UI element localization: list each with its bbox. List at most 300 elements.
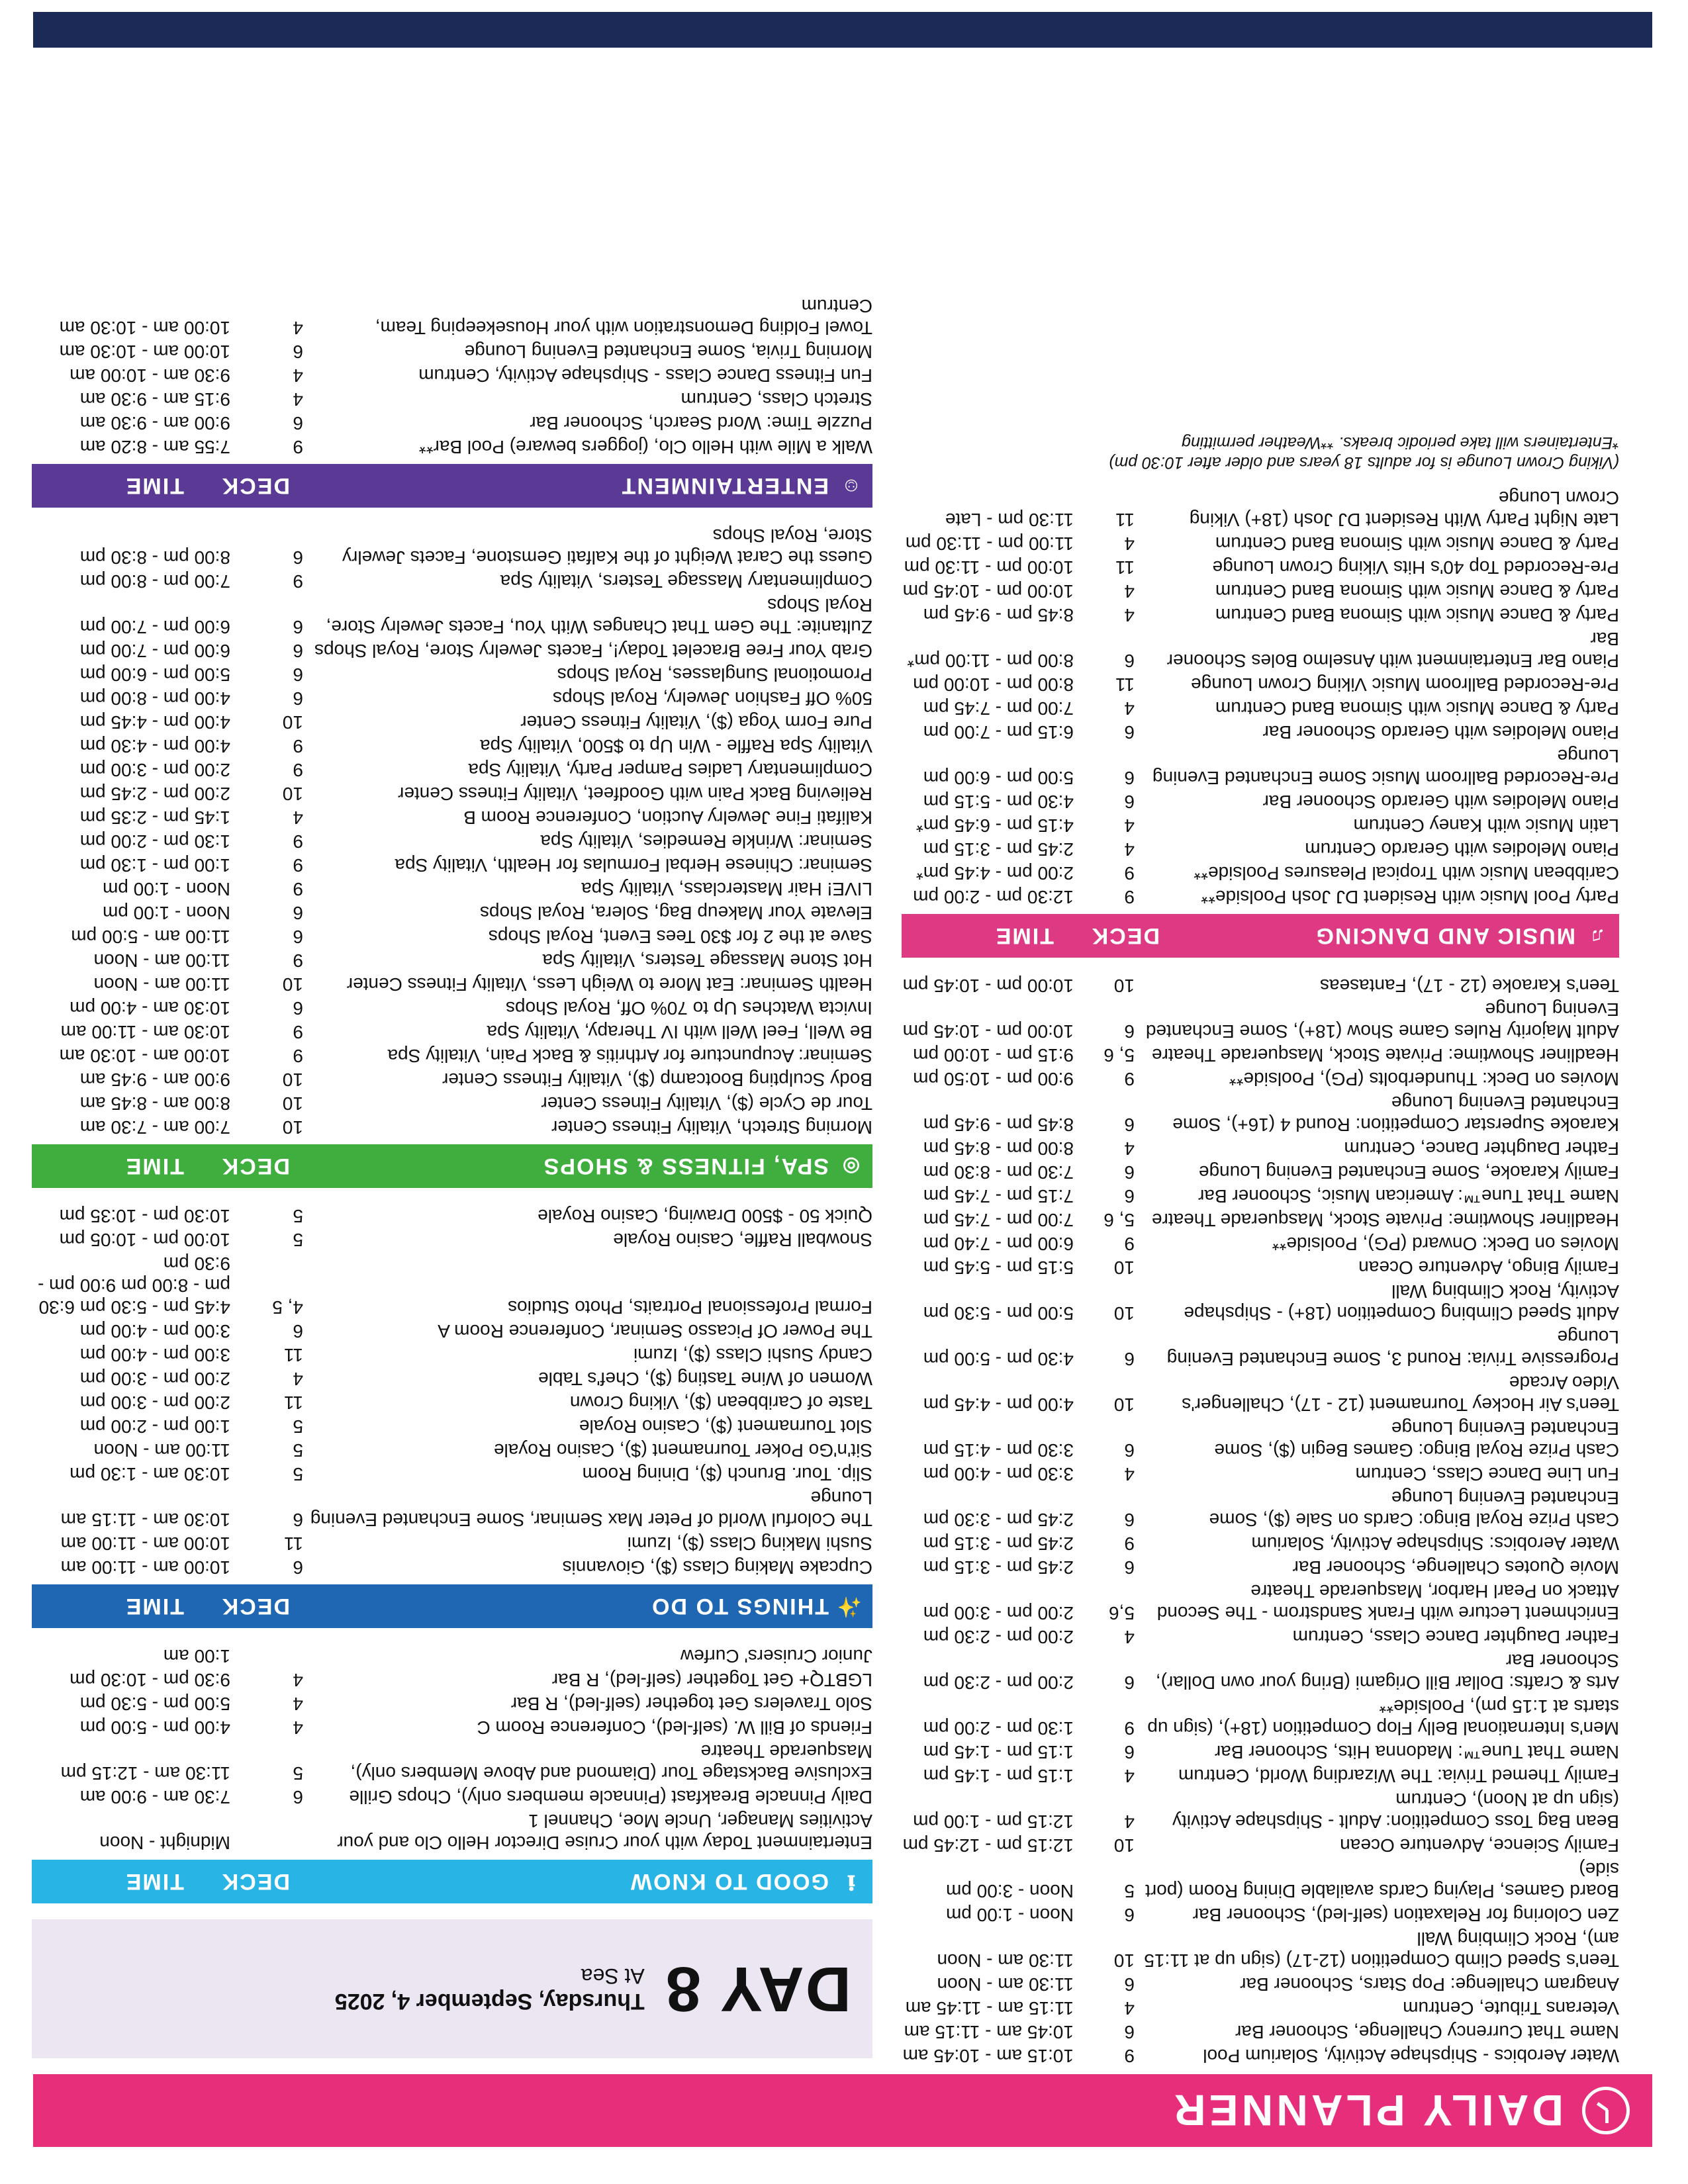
event-deck: 5,6 xyxy=(1109,1603,1135,1623)
event-time: Noon - 1:00 pm xyxy=(103,903,230,923)
event-time: 10:00 am - 10:30 am xyxy=(59,1046,230,1066)
event-deck: 6 xyxy=(293,688,303,709)
event-time: 9:30 am - 10:00 am xyxy=(70,365,230,386)
event-deck: 4 xyxy=(1124,839,1135,860)
event-row xyxy=(32,758,872,782)
event-row xyxy=(902,720,1619,744)
event-row xyxy=(902,1764,1619,1788)
section-music-and-dancing xyxy=(902,486,1619,958)
sparkle-icon: ✨ xyxy=(835,1596,862,1617)
event-name: Pre-Recorded Ballroom Music Viking Crown Lounge xyxy=(1191,674,1619,695)
event-row xyxy=(902,1972,1619,1996)
event-time: 11:30 am - 12:15 pm xyxy=(60,1763,230,1784)
event-time: 10:00 pm - 10:05 pm xyxy=(59,1230,230,1250)
event-time: 8:45 pm - 9:45 pm xyxy=(923,605,1074,625)
event-time: 11:00 am - 5:00 pm xyxy=(71,927,230,947)
event-deck: 4 xyxy=(293,318,303,338)
event-row xyxy=(902,1184,1619,1208)
event-row xyxy=(32,710,872,734)
event-time: 9:30 pm - 10:30 pm xyxy=(70,1670,230,1690)
event-time: 12:30 pm - 2:00 pm xyxy=(913,887,1074,907)
event-deck: 6 xyxy=(1124,1186,1135,1206)
event-row xyxy=(902,1416,1619,1462)
event-name: Candy Sushi Class ($), Izumi xyxy=(633,1345,872,1365)
event-time: 5:00 pm - 6:00 pm xyxy=(79,664,230,685)
footnotes xyxy=(902,433,1619,473)
event-row xyxy=(902,1232,1619,1255)
event-time: Noon - 1:00 pm xyxy=(103,879,230,899)
section-title: SPA, FITNESS & SHOPS xyxy=(542,1154,829,1179)
event-deck: 9 xyxy=(293,1046,303,1066)
event-time: 6:00 pm - 7:40 pm xyxy=(923,1234,1074,1254)
event-time: 10:30 am - 4:00 pm xyxy=(70,998,230,1019)
event-deck: 5 xyxy=(293,1464,303,1484)
event-deck: 11 xyxy=(1115,510,1135,530)
event-row xyxy=(32,805,872,829)
event-time: 2:00 pm - 4:45 pm* xyxy=(915,863,1074,884)
event-time: 3:00 pm - 4:00 pm xyxy=(79,1321,230,1342)
event-deck: 6 xyxy=(1124,2022,1135,2042)
event-deck: 9 xyxy=(293,855,303,876)
event-time: 7:15 pm - 7:45 pm xyxy=(923,1186,1074,1206)
event-time: 8:00 pm - 10:00 pm xyxy=(913,674,1074,695)
event-deck: 11 xyxy=(1115,674,1135,695)
event-row xyxy=(902,1833,1619,1857)
event-name: Seminar: Chinese Herbal Formulas for Health, Vitality Spa xyxy=(395,855,872,876)
event-row xyxy=(902,1279,1619,1325)
event-name: Headliner Showtime: Private Stock, Masquerade Theatre xyxy=(1151,1045,1619,1066)
event-row xyxy=(32,686,872,710)
event-deck: 4 xyxy=(1124,1766,1135,1786)
event-time: 9:00 am - 9:45 am xyxy=(79,1069,230,1090)
event-name: Seminar: Acupuncture for Arthritis & Back Pain, Vitality Spa xyxy=(387,1046,872,1066)
footer-bar xyxy=(33,12,1652,48)
page-title: DAILY PLANNER xyxy=(1170,2086,1564,2135)
event-deck: 6 xyxy=(293,1510,303,1530)
event-time: 4:15 pm - 6:45 pm* xyxy=(915,815,1074,836)
event-row xyxy=(902,1740,1619,1764)
event-time: 8:00 pm - 11:00 pm* xyxy=(907,651,1074,671)
event-name: Father Daughter Dance, Centrum xyxy=(1344,1138,1619,1159)
event-row xyxy=(902,1091,1619,1136)
event-row xyxy=(902,1788,1619,1833)
event-row xyxy=(902,1208,1619,1232)
event-name: Sushi Making Class ($), Izumi xyxy=(627,1533,872,1554)
event-row xyxy=(902,974,1619,997)
event-name: Women of Wine Tasting ($), Chef's Table xyxy=(538,1369,872,1389)
event-row xyxy=(32,1068,872,1091)
event-name: Veterans Tribute, Centrum xyxy=(1403,1998,1619,2019)
event-name: Towel Folding Demonstration with your Housekeeping Team, Centrum xyxy=(375,296,872,338)
event-name: Father Daughter Dance Class, Centrum xyxy=(1292,1627,1619,1647)
section-entertainment xyxy=(32,294,872,508)
event-time: 1:00 am xyxy=(163,1646,230,1666)
event-row xyxy=(902,1067,1619,1091)
event-time: 4:00 pm - 4:45 pm xyxy=(79,712,230,733)
event-row xyxy=(902,531,1619,555)
event-deck: 9 xyxy=(293,571,303,592)
day-box xyxy=(32,1919,872,2058)
event-time: 9:15 am - 9:30 am xyxy=(79,389,230,410)
event-row xyxy=(32,853,872,877)
event-name: Family Karaoke, Some Enchanted Evening Lounge xyxy=(1198,1162,1619,1183)
event-time: 2:00 pm - 3:00 pm xyxy=(923,1603,1074,1623)
event-deck: 10 xyxy=(282,1093,303,1114)
event-deck: 6 xyxy=(293,641,303,661)
event-time: 5:00 pm - 6:00 pm xyxy=(923,768,1074,788)
deck-column-label: DECK xyxy=(220,1594,290,1619)
event-row xyxy=(902,1531,1619,1555)
event-deck: 6 xyxy=(293,341,303,362)
event-deck: 9 xyxy=(293,831,303,852)
event-deck: 4 xyxy=(1124,1627,1135,1647)
event-deck: 10 xyxy=(282,1117,303,1138)
event-time: 10:45 am - 11:15 am xyxy=(904,2022,1074,2042)
event-row xyxy=(902,1160,1619,1184)
event-name: Board Games, Playing Cards available Dining Room (port side) xyxy=(1145,1859,1619,1901)
event-row xyxy=(32,829,872,853)
event-row xyxy=(902,813,1619,837)
event-deck: 6 xyxy=(1124,1440,1135,1461)
event-deck: 6 xyxy=(293,998,303,1019)
event-name: Name That Tune™: American Music, Schooner Bar xyxy=(1198,1186,1619,1206)
event-deck: 4 xyxy=(1124,1811,1135,1832)
event-time: 2:45 pm - 3:15 pm xyxy=(923,839,1074,860)
event-row xyxy=(902,1903,1619,1927)
event-deck: 4 xyxy=(1124,1138,1135,1159)
event-row xyxy=(32,1020,872,1044)
event-name: Stretch Class, Centrum xyxy=(680,389,872,410)
event-deck: 11 xyxy=(1115,557,1135,578)
event-name: Relieving Back Pain with Goodfeet, Vitality Fitness Center xyxy=(398,784,872,804)
event-name: The Colorful World of Peter Max Seminar, Some Enchanted Evening Lounge xyxy=(310,1488,872,1530)
event-name: Karaoke Superstar Competition: Round 4 (16+), Some Enchanted Evening Lounge xyxy=(1172,1093,1619,1135)
event-time: 2:00 pm - 3:00 pm xyxy=(79,1392,230,1413)
event-row xyxy=(32,639,872,662)
event-row xyxy=(902,2044,1619,2068)
event-time: 10:00 pm - 10:45 pm xyxy=(902,581,1074,602)
event-name: Family Themed Trivia: The Wizarding World, Centrum xyxy=(1178,1766,1619,1786)
event-name: Friends of Bill W. (self-led), Conference Room C xyxy=(477,1717,872,1738)
event-row xyxy=(32,734,872,758)
event-time: 11:30 am - Noon xyxy=(937,1974,1074,1995)
event-row xyxy=(902,1927,1619,1972)
event-deck: 6 xyxy=(1124,1115,1135,1135)
event-row xyxy=(32,1555,872,1579)
event-name: Enrichment Lecture with Frank Sandstrom - The Second Attack on Pearl Harbor, Masquerade Theatre xyxy=(1156,1581,1619,1623)
event-time: 5:15 pm - 5:45 pm xyxy=(923,1257,1074,1278)
event-deck: 5, 6 xyxy=(1103,1210,1135,1230)
event-name: Slip. Tour. Brunch ($), Dining Room xyxy=(582,1464,872,1484)
event-row xyxy=(902,1325,1619,1371)
event-deck: 5 xyxy=(1124,1881,1135,1901)
event-time: 1:00 pm - 1:30 pm xyxy=(79,855,230,876)
event-time: 11:00 pm - 11:30 pm xyxy=(905,533,1074,554)
event-deck: 5 xyxy=(293,1230,303,1250)
event-name: Solo Travelers Get together (self-led), R Bar xyxy=(510,1694,872,1714)
event-row xyxy=(32,435,872,459)
event-time: 11:00 am - Noon xyxy=(93,974,230,995)
event-name: Formal Professional Portraits, Photo Studios xyxy=(508,1297,872,1318)
event-row xyxy=(902,1649,1619,1694)
event-name: Junior Cruisers' Curfew xyxy=(680,1646,872,1666)
event-time: Midnight - Noon xyxy=(99,1833,230,1853)
event-row xyxy=(32,411,872,435)
event-time: 2:45 pm - 3:15 pm xyxy=(923,1557,1074,1578)
event-time: 6:15 pm - 7:00 pm xyxy=(923,722,1074,743)
event-name: Slot Tournament ($), Casino Royale xyxy=(579,1416,872,1437)
event-time: 5:00 pm - 5:30 pm xyxy=(79,1694,230,1714)
event-name: Adult Speed Climbing Competition (18+) - Shipshape Activity, Rock Climbing Wall xyxy=(1184,1281,1619,1324)
event-time: 3:30 pm - 4:00 pm xyxy=(923,1464,1074,1484)
event-deck: 6 xyxy=(293,927,303,947)
event-deck: 10 xyxy=(282,784,303,804)
event-row xyxy=(902,486,1619,531)
event-time: 1:15 pm - 1:45 pm xyxy=(923,1766,1074,1786)
event-name: Quick 50 - $500 Drawing, Casino Royale xyxy=(538,1206,872,1226)
event-deck: 10 xyxy=(1113,1950,1135,1971)
event-name: Complimentary Massage Testers, Vitality Spa xyxy=(500,571,872,592)
event-deck: 11 xyxy=(283,1533,303,1554)
event-name: Pre-Recorded Top 40's Hits Viking Crown Lounge xyxy=(1212,557,1619,578)
event-deck: 9 xyxy=(1124,1234,1135,1254)
event-row xyxy=(32,1739,872,1785)
event-time: 4:00 pm - 8:00 pm xyxy=(79,688,230,709)
event-time: 1:30 pm - 2:00 pm xyxy=(79,831,230,852)
day-status: At Sea xyxy=(581,1964,645,1988)
event-deck: 10 xyxy=(1113,1257,1135,1278)
event-row xyxy=(902,1625,1619,1649)
event-name: Cash Prize Royal Bingo: Games Begin ($), Some Enchanted Evening Lounge xyxy=(1214,1418,1619,1461)
event-deck: 11 xyxy=(283,1345,303,1365)
event-deck: 6 xyxy=(1124,1349,1135,1369)
event-time: 1:15 pm - 1:45 pm xyxy=(923,1742,1074,1762)
time-column-label: TIME xyxy=(124,1154,184,1179)
event-time: 8:00 pm - 8:45 pm xyxy=(923,1138,1074,1159)
event-name: Party & Dance Music with Simona Band Centrum xyxy=(1215,533,1619,554)
event-name: Anagram Challenge: Pop Stars, Schooner Bar xyxy=(1240,1974,1619,1995)
event-deck: 6 xyxy=(293,617,303,637)
event-time: 1:00 pm - 2:00 pm xyxy=(79,1416,230,1437)
section-title: MUSIC AND DANCING xyxy=(1315,923,1575,949)
event-deck: 4 xyxy=(293,389,303,410)
event-name: Body Sculpting Bootcamp ($), Vitality Fitness Center xyxy=(442,1069,872,1090)
event-deck: 9 xyxy=(1124,2046,1135,2066)
event-time: 11:00 am - Noon xyxy=(93,1440,230,1461)
event-row xyxy=(32,1715,872,1739)
event-time: 4:30 pm - 5:00 pm xyxy=(923,1349,1074,1369)
event-deck: 4 xyxy=(293,1694,303,1714)
event-time: 3:00 pm - 4:00 pm xyxy=(79,1345,230,1365)
event-deck: 10 xyxy=(1113,976,1135,996)
event-row xyxy=(902,1462,1619,1486)
event-row xyxy=(902,696,1619,720)
event-row xyxy=(32,340,872,363)
event-row xyxy=(32,1692,872,1715)
event-name: Zen Coloring for Relaxation (self-led), Schooner Bar xyxy=(1192,1905,1619,1925)
event-name: Save at the 2 for $30 Tees Event, Royal Shops xyxy=(488,927,872,947)
event-time: 11:00 am - Noon xyxy=(93,950,230,971)
event-deck: 4 xyxy=(293,365,303,386)
spa-icon: ◎ xyxy=(841,1156,861,1177)
event-row xyxy=(32,662,872,686)
event-row xyxy=(902,603,1619,627)
event-deck: 9 xyxy=(293,879,303,899)
event-time: 2:45 pm - 3:15 pm xyxy=(923,1533,1074,1554)
event-row xyxy=(902,790,1619,813)
event-name: Water Aerobics: Shipshape Activity, Solarium xyxy=(1251,1533,1619,1554)
event-row xyxy=(902,2020,1619,2044)
event-time: 12:15 pm - 1:00 pm xyxy=(913,1811,1074,1832)
event-row xyxy=(902,555,1619,579)
event-deck: 10 xyxy=(1113,1394,1135,1415)
event-deck: 9 xyxy=(1124,863,1135,884)
event-time: 10:00 am - 10:30 am xyxy=(59,318,230,338)
event-name: Party & Dance Music with Simona Band Centrum xyxy=(1215,605,1619,625)
event-time: 4:30 pm - 5:15 pm xyxy=(923,792,1074,812)
section-good-to-know xyxy=(32,1644,872,1903)
event-name: Be Well, Feel Well with IV Therapy, Vitality Spa xyxy=(487,1022,872,1042)
event-name: Health Seminar: Eat More to Weigh Less, Vitality Fitness Center xyxy=(346,974,872,995)
event-deck: 4 xyxy=(293,1369,303,1389)
event-time: 4:00 pm - 5:00 pm xyxy=(79,1717,230,1738)
event-name: Teen's Air Hockey Tournament (12 - 17), Challenger's Video Arcade xyxy=(1182,1373,1619,1415)
event-deck: 6 xyxy=(1124,792,1135,812)
event-deck: 6 xyxy=(1124,1021,1135,1042)
event-deck: 6 xyxy=(1124,1510,1135,1530)
event-deck: 4 xyxy=(1124,815,1135,836)
event-deck: 9 xyxy=(293,950,303,971)
event-name: 50% Off Fashion Jewelry, Royal Shops xyxy=(553,688,872,709)
event-time: 10:30 am - 11:00 am xyxy=(60,1022,230,1042)
event-row xyxy=(32,782,872,805)
event-deck: 4, 5 xyxy=(272,1297,303,1318)
event-deck: 9 xyxy=(1124,1533,1135,1554)
event-row xyxy=(32,901,872,925)
event-row xyxy=(902,861,1619,885)
event-row xyxy=(32,1367,872,1390)
event-deck: 9 xyxy=(293,1022,303,1042)
event-time: 8:45 pm - 9:45 pm xyxy=(923,1115,1074,1135)
event-row xyxy=(32,1115,872,1139)
event-row xyxy=(902,627,1619,672)
event-name: Piano Melodies with Gerardo Schooner Bar xyxy=(1262,792,1619,812)
event-name: Morning Stretch, Vitality Fitness Center xyxy=(551,1117,872,1138)
event-name: LIVE! Hair Masterclass, Vitality Spa xyxy=(581,879,872,899)
event-time: 7:00 pm - 7:45 pm xyxy=(923,698,1074,719)
info-icon: ℹ xyxy=(846,1871,855,1893)
event-row xyxy=(32,1228,872,1251)
event-name: Walk a Mile with Hello Clo, (joggers beware) Pool Bar** xyxy=(418,437,872,457)
event-name: Pre-Recorded Ballroom Music Some Enchanted Evening Lounge xyxy=(1152,746,1619,788)
event-row xyxy=(902,1043,1619,1067)
event-row xyxy=(902,1255,1619,1279)
event-name: Seminar: Wrinkle Remedies, Vitality Spa xyxy=(540,831,872,852)
event-row xyxy=(902,1371,1619,1416)
event-row xyxy=(32,1438,872,1462)
event-time: 8:00 pm - 8:30 pm xyxy=(79,547,230,568)
footnote-entertainers: *Entertainers will take periodic breaks. **Weather permitting xyxy=(1182,433,1619,452)
event-time: 1:30 pm - 2:00 pm xyxy=(923,1718,1074,1739)
event-row xyxy=(902,885,1619,909)
event-name: Teen's Speed Climb Competition (12-17) (sign up at 11:15 am), Rock Climbing Wall xyxy=(1144,1929,1619,1971)
event-time: 11:15 am - 11:45 am xyxy=(905,1998,1074,2019)
section-activities-continued xyxy=(902,974,1619,2068)
event-deck: 4 xyxy=(293,1670,303,1690)
event-name: Tour de Cycle ($), Vitality Fitness Center xyxy=(541,1093,872,1114)
event-name: Progressive Trivia: Round 3, Some Enchanted Evening Lounge xyxy=(1166,1327,1619,1369)
event-name: Family Bingo, Adventure Ocean xyxy=(1358,1257,1619,1278)
event-time: 2:00 pm - 2:30 pm xyxy=(923,1627,1074,1647)
event-time: Noon - 3:00 pm xyxy=(946,1881,1074,1901)
event-row xyxy=(32,1668,872,1692)
event-row xyxy=(32,1785,872,1809)
footnote-lounge: (Viking Crown Lounge is for adults 18 years and older after 10:30 pm) xyxy=(1109,453,1619,472)
left-column xyxy=(902,433,1619,2068)
event-row xyxy=(902,672,1619,696)
event-deck: 10 xyxy=(282,974,303,995)
event-row xyxy=(32,1486,872,1531)
event-time: 8:00 am - 8:45 am xyxy=(79,1093,230,1114)
event-time: 2:00 pm - 3:00 pm xyxy=(79,760,230,780)
event-deck: 6 xyxy=(293,664,303,685)
event-row xyxy=(32,294,872,340)
event-time: 5:00 pm - 5:30 pm xyxy=(923,1303,1074,1324)
event-time: 10:30 pm - 10:35 pm xyxy=(59,1206,230,1226)
event-deck: 10 xyxy=(1113,1835,1135,1856)
event-name: Cash Prize Royal Bingo: Cards on Sale ($), Some Enchanted Evening Lounge xyxy=(1209,1488,1619,1530)
event-row xyxy=(32,925,872,948)
event-time: 10:00 am - 10:30 am xyxy=(59,341,230,362)
event-row xyxy=(902,1486,1619,1531)
event-name: Taste of Caribbean ($), Viking Crown xyxy=(569,1392,872,1413)
deck-column-label: DECK xyxy=(1090,923,1160,949)
event-deck: 5 xyxy=(293,1763,303,1784)
event-row xyxy=(32,972,872,996)
event-deck: 6 xyxy=(1124,651,1135,671)
day-date: Thursday, September 4, 2025 xyxy=(334,1989,645,2014)
event-deck: 6 xyxy=(293,903,303,923)
music-note-icon: ♫ xyxy=(1589,925,1606,947)
event-row xyxy=(32,1091,872,1115)
event-deck: 6 xyxy=(293,1321,303,1342)
event-deck: 6 xyxy=(293,413,303,433)
event-deck: 9 xyxy=(293,760,303,780)
event-name: Cupcake Making Class ($), Giovannis xyxy=(562,1557,872,1578)
section-title: THINGS TO DO xyxy=(651,1594,829,1619)
event-name: Sit'n'Go Poker Tournament ($), Casino Royale xyxy=(493,1440,872,1461)
event-name: Caribbean Music with Tropical Pleasures Poolside** xyxy=(1194,863,1619,884)
event-name: Invicta Watches Up to 70% Off, Royal Shops xyxy=(505,998,872,1019)
event-row xyxy=(32,1319,872,1343)
event-name: Adult Majority Rules Game Show (18+), Some Enchanted Evening Lounge xyxy=(1145,999,1619,1042)
event-row xyxy=(32,1809,872,1854)
event-deck: 5 xyxy=(293,1416,303,1437)
event-deck: 5, 6 xyxy=(1103,1045,1135,1066)
section-spa-fitness-shops xyxy=(32,523,872,1188)
event-name: Movies on Deck: Thunderbolts (PG), Poolside** xyxy=(1229,1069,1619,1089)
event-name: Snowball Raffle, Casino Royale xyxy=(613,1230,872,1250)
event-row xyxy=(32,1251,872,1319)
event-name: Arts & Crafts: Dollar Bill Origami (Bring your own Dollar), Schooner Bar xyxy=(1155,1651,1619,1693)
event-deck: 9 xyxy=(1124,1718,1135,1739)
event-name: Hot Stone Massage Testers, Vitality Spa xyxy=(542,950,872,971)
section-title: ENTERTAINMENT xyxy=(620,473,829,499)
event-name: Bean Bag Toss Competition: Adult - Shipshape Activity (sign up at Noon), Centrum xyxy=(1172,1790,1619,1832)
event-row xyxy=(32,1414,872,1438)
section-header xyxy=(32,1860,872,1903)
section-things-to-do xyxy=(32,1204,872,1628)
